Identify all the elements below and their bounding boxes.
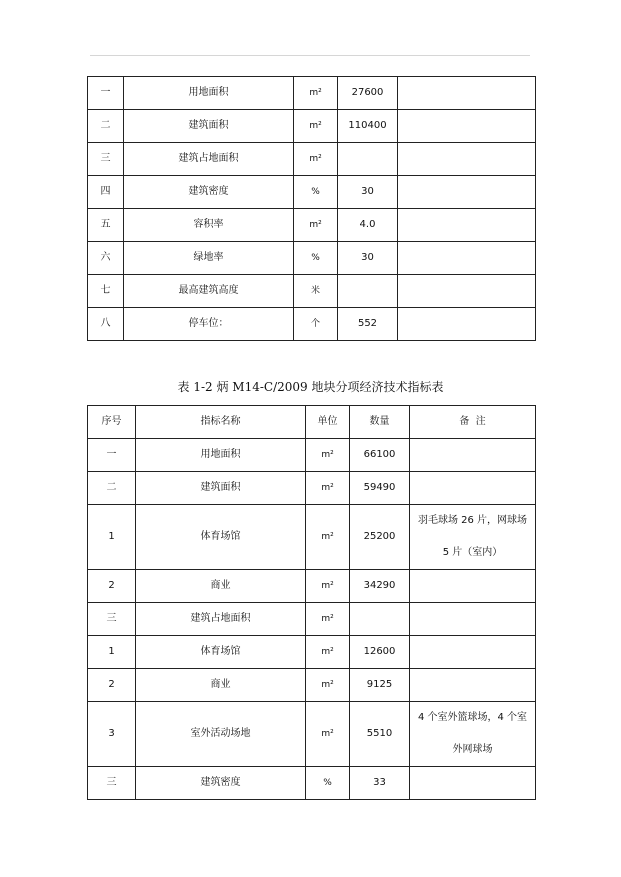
indicator-name: 建筑密度 — [124, 176, 294, 209]
indicator-name: 绿地率 — [124, 242, 294, 275]
row-number: 八 — [88, 308, 124, 341]
remark — [398, 209, 536, 242]
table-row — [88, 275, 536, 308]
row-number: 二 — [88, 110, 124, 143]
indicator-name: 用地面积 — [124, 77, 294, 110]
table-row — [88, 603, 536, 636]
remark-line: 羽毛球场 26 片，网球场 — [417, 515, 528, 526]
indicator-name: 容积率 — [124, 209, 294, 242]
table-row — [88, 570, 536, 603]
page-header-rule — [90, 55, 530, 56]
remark — [410, 767, 536, 800]
remark — [398, 242, 536, 275]
row-number: 二 — [88, 472, 136, 505]
table-row — [88, 702, 536, 767]
row-number: 三 — [88, 143, 124, 176]
indicator-name: 建筑面积 — [136, 472, 306, 505]
remark — [398, 275, 536, 308]
remark — [398, 77, 536, 110]
table-caption: 表 1-2 炳 M14-C/2009 地块分项经济技术指标表 — [177, 380, 444, 394]
remark — [410, 702, 536, 767]
header-no: 序号 — [88, 406, 136, 439]
table-row — [88, 669, 536, 702]
indicator-name: 建筑占地面积 — [124, 143, 294, 176]
table-row — [88, 176, 536, 209]
unit: % — [294, 242, 338, 275]
quantity — [338, 275, 398, 308]
quantity: 30 — [338, 176, 398, 209]
remark-line: 4 个室外篮球场，4 个室 — [417, 712, 528, 723]
remark — [410, 505, 536, 570]
unit: m² — [306, 570, 350, 603]
header-quantity: 数量 — [350, 406, 410, 439]
remark — [410, 439, 536, 472]
quantity: 552 — [338, 308, 398, 341]
quantity: 12600 — [350, 636, 410, 669]
unit: m² — [306, 439, 350, 472]
indicator-name: 商业 — [136, 570, 306, 603]
remark — [410, 669, 536, 702]
unit: m² — [306, 505, 350, 570]
row-number: 七 — [88, 275, 124, 308]
unit: m² — [306, 603, 350, 636]
table-row — [88, 308, 536, 341]
header-remark: 备 注 — [410, 406, 536, 439]
unit: m² — [294, 77, 338, 110]
table-row — [88, 143, 536, 176]
quantity: 27600 — [338, 77, 398, 110]
table-row — [88, 209, 536, 242]
remark — [398, 176, 536, 209]
unit: % — [306, 767, 350, 800]
table-row — [88, 77, 536, 110]
quantity: 25200 — [350, 505, 410, 570]
row-number: 一 — [88, 439, 136, 472]
row-number: 一 — [88, 77, 124, 110]
table-row — [88, 636, 536, 669]
unit: m² — [294, 110, 338, 143]
remark — [398, 110, 536, 143]
unit: m² — [306, 669, 350, 702]
quantity: 66100 — [350, 439, 410, 472]
indicator-name: 体育场馆 — [136, 505, 306, 570]
indicator-name: 室外活动场地 — [136, 702, 306, 767]
unit: m² — [306, 702, 350, 767]
remark — [410, 603, 536, 636]
row-number: 2 — [88, 669, 136, 702]
unit: m² — [294, 143, 338, 176]
quantity: 110400 — [338, 110, 398, 143]
unit: 个 — [294, 308, 338, 341]
table-row — [88, 505, 536, 570]
row-number: 1 — [88, 636, 136, 669]
indicator-name: 用地面积 — [136, 439, 306, 472]
remark — [398, 143, 536, 176]
row-number: 3 — [88, 702, 136, 767]
indicator-name: 商业 — [136, 669, 306, 702]
table-row — [88, 110, 536, 143]
indicator-name: 停车位： — [124, 308, 294, 341]
row-number: 三 — [88, 603, 136, 636]
indicator-name: 最高建筑高度 — [124, 275, 294, 308]
header-name: 指标名称 — [136, 406, 306, 439]
unit: m² — [306, 636, 350, 669]
quantity: 59490 — [350, 472, 410, 505]
quantity: 5510 — [350, 702, 410, 767]
quantity — [350, 603, 410, 636]
row-number: 六 — [88, 242, 124, 275]
table-row — [88, 472, 536, 505]
table-row — [88, 242, 536, 275]
unit: m² — [294, 209, 338, 242]
table-row — [88, 439, 536, 472]
quantity: 30 — [338, 242, 398, 275]
quantity: 9125 — [350, 669, 410, 702]
row-number: 2 — [88, 570, 136, 603]
remark — [410, 570, 536, 603]
remark-line: 外网球场 — [452, 744, 493, 755]
row-number: 五 — [88, 209, 124, 242]
indicator-table-1 — [87, 76, 536, 341]
unit: m² — [306, 472, 350, 505]
row-number: 1 — [88, 505, 136, 570]
remark — [398, 308, 536, 341]
table-row — [88, 767, 536, 800]
remark — [410, 636, 536, 669]
row-number: 四 — [88, 176, 124, 209]
quantity — [338, 143, 398, 176]
remark-line: 5 片（室内） — [442, 547, 503, 558]
indicator-name: 体育场馆 — [136, 636, 306, 669]
header-unit: 单位 — [306, 406, 350, 439]
indicator-name: 建筑占地面积 — [136, 603, 306, 636]
quantity: 33 — [350, 767, 410, 800]
unit: % — [294, 176, 338, 209]
row-number: 三 — [88, 767, 136, 800]
unit: 米 — [294, 275, 338, 308]
quantity: 4.0 — [338, 209, 398, 242]
quantity: 34290 — [350, 570, 410, 603]
table-header-row — [88, 406, 536, 439]
indicator-name: 建筑面积 — [124, 110, 294, 143]
indicator-table-2 — [87, 405, 536, 800]
remark — [410, 472, 536, 505]
indicator-name: 建筑密度 — [136, 767, 306, 800]
